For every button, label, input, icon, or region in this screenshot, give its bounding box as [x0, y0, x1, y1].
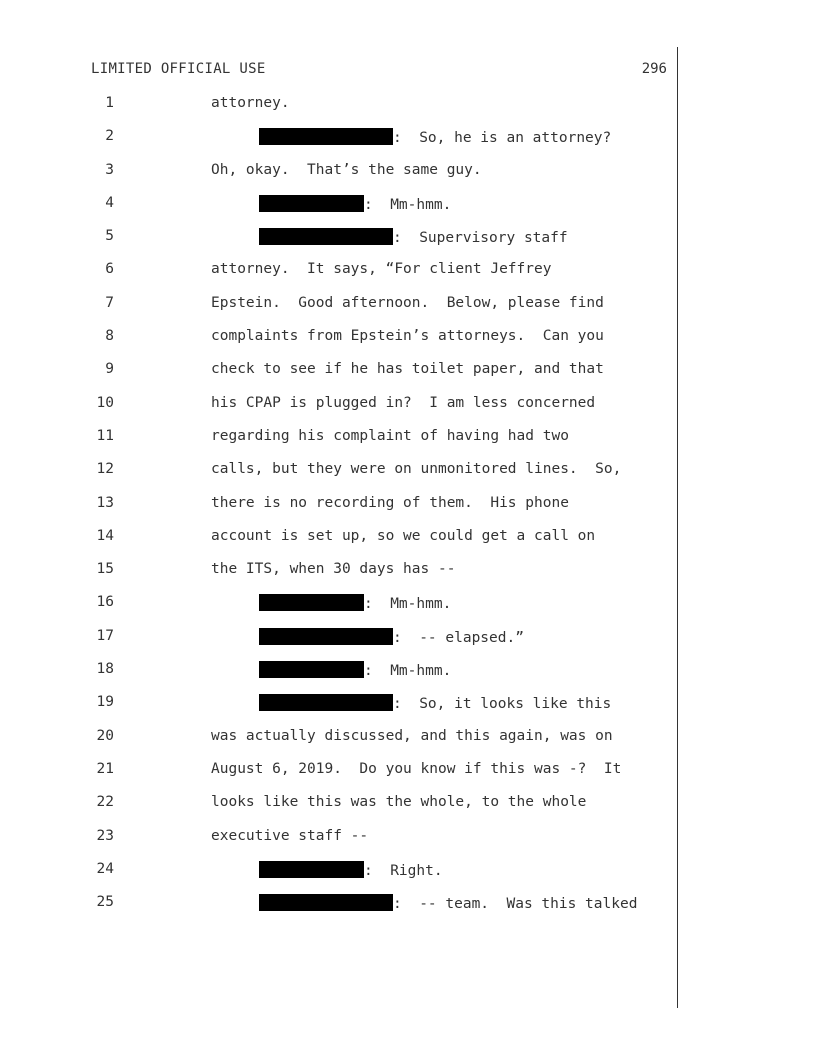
transcript-line: [0, 557, 676, 590]
line-text: attorney. It says, “For client Jeffrey: [211, 261, 552, 278]
line-text: looks like this was the whole, to the whole: [211, 794, 587, 811]
speaker-line: [259, 228, 568, 246]
redacted-speaker-name: [259, 228, 393, 245]
line-text: account is set up, so we could get a call on: [211, 527, 596, 544]
line-number: 22: [96, 794, 114, 811]
line-text: his CPAP is plugged in? I am less concerned: [211, 394, 596, 411]
speaker-line: [259, 661, 451, 679]
speaker-line: [259, 894, 637, 912]
line-text: check to see if he has toilet paper, and that: [211, 361, 604, 378]
transcript-line: [0, 124, 676, 157]
line-number: 6: [105, 261, 114, 278]
line-number: 23: [96, 827, 114, 844]
line-number: 20: [96, 727, 114, 744]
line-number: 16: [96, 594, 114, 611]
transcript-line: [0, 457, 676, 490]
transcript-line: [0, 590, 676, 623]
transcript-line: [0, 724, 676, 757]
speaker-statement: : Right.: [364, 862, 443, 879]
line-text: there is no recording of them. His phone: [211, 494, 569, 511]
line-text: Epstein. Good afternoon. Below, please find: [211, 294, 604, 311]
line-number: 10: [96, 394, 114, 411]
transcript-line: [0, 224, 676, 257]
transcript-line: [0, 657, 676, 690]
speaker-line: [259, 128, 611, 146]
speaker-statement: : Mm-hmm.: [364, 196, 452, 213]
transcript-line: [0, 357, 676, 390]
line-text: complaints from Epstein’s attorneys. Can you: [211, 328, 604, 345]
right-margin-rule: [677, 47, 678, 1008]
line-number: 13: [96, 494, 114, 511]
line-number: 12: [96, 461, 114, 478]
speaker-line: [259, 694, 611, 712]
speaker-line: [259, 628, 524, 646]
speaker-statement: : So, it looks like this: [393, 696, 612, 713]
transcript-line: [0, 158, 676, 191]
transcript-line: [0, 324, 676, 357]
speaker-line: [259, 861, 443, 879]
transcript-line: [0, 624, 676, 657]
speaker-statement: : -- team. Was this talked: [393, 896, 638, 913]
transcript-line: [0, 524, 676, 557]
line-number: 7: [105, 294, 114, 311]
speaker-statement: : Supervisory staff: [393, 230, 568, 247]
line-text: calls, but they were on unmonitored lines. So,: [211, 461, 622, 478]
transcript-line: [0, 191, 676, 224]
line-number: 5: [105, 228, 114, 245]
line-text: regarding his complaint of having had two: [211, 427, 569, 444]
redacted-speaker-name: [259, 661, 364, 678]
redacted-speaker-name: [259, 694, 393, 711]
line-text: attorney.: [211, 95, 290, 111]
line-number: 9: [105, 361, 114, 378]
line-number: 2: [105, 128, 114, 145]
transcript-line: [0, 424, 676, 457]
line-number: 25: [96, 894, 114, 911]
speaker-line: [259, 195, 451, 213]
transcript-line: [0, 757, 676, 790]
redacted-speaker-name: [259, 128, 393, 145]
speaker-statement: : So, he is an attorney?: [393, 130, 612, 147]
redacted-speaker-name: [259, 628, 393, 645]
redacted-speaker-name: [259, 894, 393, 911]
line-text: the ITS, when 30 days has --: [211, 561, 456, 578]
line-number: 4: [105, 194, 114, 211]
transcript-line: [0, 690, 676, 723]
transcript-line: [0, 91, 676, 124]
transcript-body: [0, 91, 676, 923]
line-text: Oh, okay. That’s the same guy.: [211, 161, 482, 178]
line-number: 24: [96, 860, 114, 877]
transcript-line: [0, 790, 676, 823]
line-number: 8: [105, 328, 114, 345]
line-number: 15: [96, 561, 114, 578]
redacted-speaker-name: [259, 861, 364, 878]
line-number: 19: [96, 694, 114, 711]
speaker-statement: : Mm-hmm.: [364, 596, 452, 613]
line-number: 1: [105, 95, 114, 111]
speaker-statement: : Mm-hmm.: [364, 663, 452, 680]
line-number: 17: [96, 627, 114, 644]
line-number: 18: [96, 661, 114, 678]
line-text: was actually discussed, and this again, was on: [211, 727, 613, 744]
line-number: 21: [96, 760, 114, 777]
redacted-speaker-name: [259, 594, 364, 611]
transcript-line: [0, 824, 676, 857]
transcript-line: [0, 257, 676, 290]
classification-header: LIMITED OFFICIAL USE: [91, 61, 266, 77]
speaker-statement: : -- elapsed.”: [393, 629, 524, 646]
transcript-line: [0, 491, 676, 524]
redacted-speaker-name: [259, 195, 364, 212]
transcript-line: [0, 890, 676, 923]
line-text: August 6, 2019. Do you know if this was -? It: [211, 760, 622, 777]
line-number: 14: [96, 527, 114, 544]
transcript-line: [0, 391, 676, 424]
transcript-line: [0, 291, 676, 324]
line-number: 11: [96, 427, 114, 444]
page-number: 296: [641, 61, 667, 77]
line-text: executive staff --: [211, 827, 369, 844]
line-number: 3: [105, 161, 114, 178]
transcript-line: [0, 857, 676, 890]
speaker-line: [259, 594, 451, 612]
